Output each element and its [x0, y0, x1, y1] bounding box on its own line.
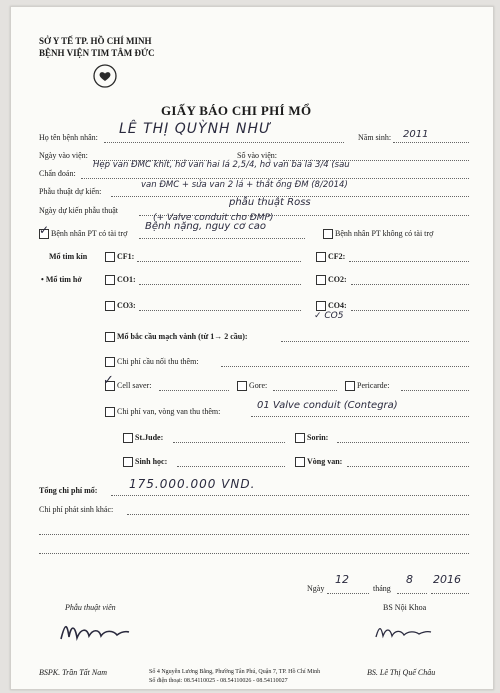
planned-surgery-label: Phẫu thuật dự kiến:	[39, 187, 102, 196]
org-name: SỞ Y TẾ TP. HỒ CHÍ MINH	[39, 36, 152, 46]
diagnosis-label: Chẩn đoán:	[39, 169, 76, 178]
hospital-name: BỆNH VIỆN TIM TÂM ĐỨC	[39, 48, 155, 58]
co5-note: ✓ CO5	[314, 311, 344, 321]
admission-date-label: Ngày vào viện:	[39, 151, 88, 160]
surgeon-label: Phẫu thuật viên	[65, 603, 116, 612]
closed-heart-label: Mổ tim kín	[49, 252, 88, 261]
month-value: 8	[406, 573, 413, 586]
sponsored-value: Bệnh nặng, nguy cơ cao	[145, 221, 267, 232]
sorin-checkbox[interactable]	[295, 433, 305, 443]
footer-address: Số 4 Nguyễn Lương Bằng, Phường Tân Phú, Quận 7, TP. Hồ Chí Minh	[149, 669, 321, 675]
diagnosis-value: Hẹp van ĐMC khít, hở van hai lá 2,5/4, hở van ba lá 3/4 (sau	[93, 160, 350, 170]
bio-valve-checkbox[interactable]	[123, 457, 133, 467]
ring-label: Vòng van:	[307, 457, 343, 466]
bio-valve-label: Sinh học:	[135, 457, 168, 466]
co4-checkbox[interactable]	[316, 301, 326, 311]
co3-label: CO3:	[117, 301, 136, 310]
internist-label: BS Nội Khoa	[383, 603, 427, 612]
pericarde-checkbox[interactable]	[345, 381, 355, 391]
valve-cost-checkbox[interactable]	[105, 407, 115, 417]
birth-year-value: 2011	[403, 129, 429, 140]
co3-checkbox[interactable]	[105, 301, 115, 311]
sorin-label: Sorin:	[307, 433, 329, 442]
open-heart-text: Mổ tim hở	[45, 275, 82, 284]
planned-date-label: Ngày dự kiến phẫu thuật	[39, 206, 118, 215]
valve-cost-label: Chi phí van, vòng van thu thêm:	[117, 407, 221, 416]
cost-notice-form	[10, 6, 494, 690]
co2-checkbox[interactable]	[316, 275, 326, 285]
birth-year-label: Năm sinh:	[358, 133, 392, 142]
bridge-checkbox[interactable]	[105, 357, 115, 367]
stjude-checkbox[interactable]	[123, 433, 133, 443]
heart-logo-icon	[93, 64, 117, 88]
sponsored-check-mark: ✓	[39, 223, 50, 237]
gore-label: Gore:	[249, 381, 268, 390]
day-label: Ngày	[307, 584, 325, 593]
bypass-checkbox[interactable]	[105, 332, 115, 342]
patient-name-value: LÊ THỊ QUỲNH NHƯ	[119, 121, 272, 137]
internist-name: BS. Lê Thị Quế Châu	[367, 668, 436, 677]
surgeon-name: BSPK. Trần Tất Nam	[39, 668, 108, 677]
footer-phone: Số điện thoại: 08.54110025 - 08.54110026 - 08.54110027	[149, 678, 288, 684]
unsponsored-label: Bệnh nhân PT không có tài trợ	[335, 229, 434, 238]
year-value: 2016	[433, 573, 461, 586]
cf1-checkbox[interactable]	[105, 252, 115, 262]
pericarde-label: Pericarde:	[357, 381, 390, 390]
cell-saver-check-mark: ✓	[103, 373, 114, 388]
cell-saver-label: Cell saver:	[117, 381, 152, 390]
surgeon-signature-icon	[57, 619, 131, 643]
patient-name-label: Họ tên bệnh nhân:	[39, 133, 98, 142]
total-cost-label: Tổng chi phí mổ:	[39, 486, 98, 495]
bridge-label: Chi phí cầu nối thu thêm:	[117, 357, 199, 366]
co1-label: CO1:	[117, 275, 136, 284]
extra-cost-label: Chi phí phát sinh khác:	[39, 505, 114, 514]
gore-checkbox[interactable]	[237, 381, 247, 391]
day-value: 12	[335, 573, 349, 586]
co2-label: CO2:	[328, 275, 347, 284]
co1-checkbox[interactable]	[105, 275, 115, 285]
admission-id-label: Số vào viện:	[237, 151, 277, 160]
cf2-label: CF2:	[328, 252, 346, 261]
cf2-checkbox[interactable]	[316, 252, 326, 262]
cf1-label: CF1:	[117, 252, 135, 261]
form-title: GIẤY BÁO CHI PHÍ MỔ	[161, 103, 312, 118]
bypass-label: Mổ bắc cầu mạch vành (từ 1→ 2 cầu):	[117, 332, 248, 341]
ring-checkbox[interactable]	[295, 457, 305, 467]
unsponsored-checkbox[interactable]	[323, 229, 333, 239]
planned-surgery-value: van ĐMC + sửa van 2 lá + thắt ống ĐM (8/2014)	[141, 180, 348, 190]
co4-label: CO4:	[328, 301, 347, 310]
planned-date-value: phẫu thuật Ross	[229, 197, 311, 208]
planned-date-note: (+ Valve conduit cho ĐMP)	[153, 213, 274, 223]
open-heart-label: • Mổ tim hở	[41, 275, 82, 284]
internist-signature-icon	[373, 621, 433, 641]
month-label: tháng	[373, 584, 391, 593]
valve-cost-value: 01 Valve conduit (Contegra)	[257, 400, 398, 411]
stjude-label: St.Jude:	[135, 433, 164, 442]
sponsored-label: Bệnh nhân PT có tài trợ	[51, 229, 128, 238]
total-cost-value: 175.000.000 VND.	[129, 477, 256, 491]
